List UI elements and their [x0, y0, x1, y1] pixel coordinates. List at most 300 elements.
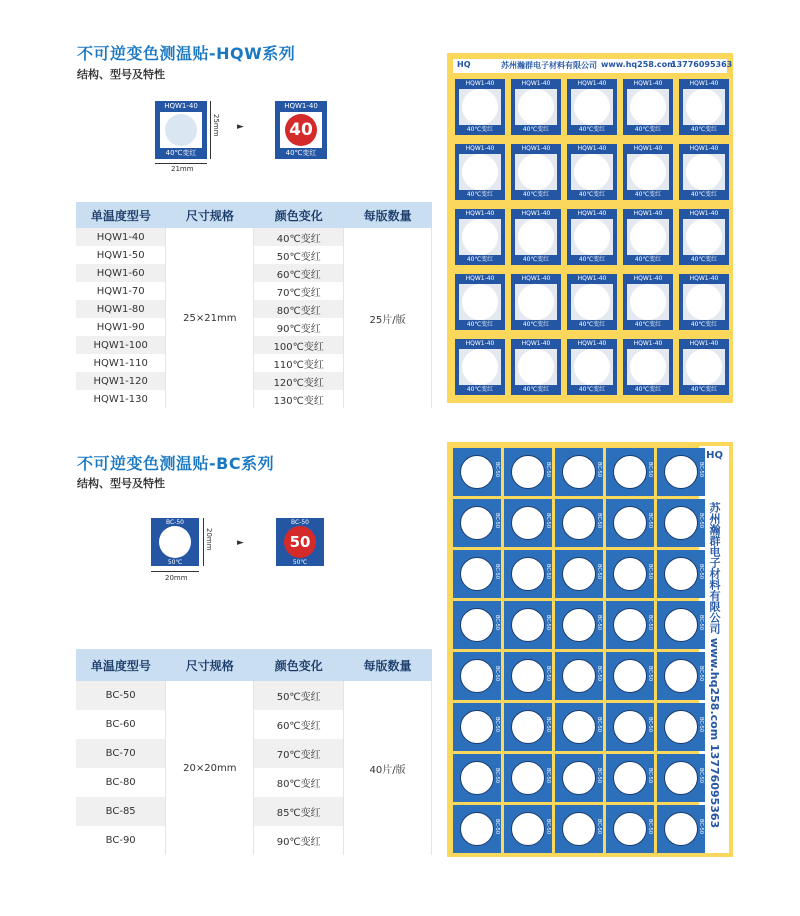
- sheet-label-side-text: BC-50: [494, 513, 500, 528]
- hqw-diagram-bottom-text: 40℃变红: [285, 149, 317, 157]
- sheet-label: [606, 652, 654, 700]
- sheet-label-top-text: HQW1-40: [689, 340, 719, 347]
- hqw-diagram-top-text: HQW1-40: [284, 102, 318, 110]
- sheet-label-bottom-text: 40℃变红: [578, 191, 606, 198]
- sheet-label-window: [683, 154, 725, 190]
- sheet-label-side-text: BC-50: [698, 513, 704, 528]
- sheet-header-bar: [453, 59, 733, 73]
- model-cell: HQW1-110: [93, 357, 148, 369]
- color-change-cell: 40℃变红: [254, 228, 344, 246]
- indicator-circle-icon: [562, 812, 596, 846]
- sheet-label-side-text: BC-50: [545, 768, 551, 783]
- indicator-circle-icon: [462, 89, 498, 125]
- column-header: 每版数量: [344, 202, 432, 228]
- sheet-label-window: [683, 284, 725, 320]
- sheet-label-window: [459, 349, 501, 385]
- indicator-circle-icon: [574, 89, 610, 125]
- indicator-circle-icon: [511, 710, 545, 744]
- sheet-label-window: [515, 89, 557, 125]
- sheet-label-bottom-text: 40℃变红: [634, 126, 662, 133]
- sheet-label-top-text: HQW1-40: [465, 210, 495, 217]
- sheet-label-bottom-text: 40℃变红: [466, 191, 494, 198]
- sheet-label: [657, 448, 705, 496]
- sheet-label-top-text: HQW1-40: [577, 340, 607, 347]
- indicator-circle-icon: [574, 284, 610, 320]
- sheet-label-bottom-text: 40℃变红: [522, 321, 550, 328]
- sheet-label-top-text: HQW1-40: [577, 145, 607, 152]
- model-cell: BC-90: [105, 835, 136, 846]
- sheet-label-top-text: HQW1-40: [577, 210, 607, 217]
- column-header: 颜色变化: [254, 649, 344, 681]
- sheet-label: [455, 339, 505, 395]
- indicator-circle-icon: [664, 761, 698, 795]
- sheet-label-top-text: HQW1-40: [689, 210, 719, 217]
- sheet-label-bottom-text: 40℃变红: [690, 321, 718, 328]
- sheet-label: [453, 499, 501, 547]
- hqw-height-dimension: 25mm: [212, 114, 220, 137]
- indicator-circle-icon: [664, 455, 698, 489]
- sheet-label-side-text: BC-50: [545, 462, 551, 477]
- indicator-circle-icon: [664, 659, 698, 693]
- sheet-label-window: [459, 284, 501, 320]
- sheet-label-side-text: BC-50: [494, 717, 500, 732]
- sheet-label-side-text: BC-50: [596, 819, 602, 834]
- indicator-circle-icon: [462, 284, 498, 320]
- model-cell: BC-70: [76, 739, 166, 768]
- indicator-circle-icon: [574, 219, 610, 255]
- sheet-label-top-text: HQW1-40: [521, 210, 551, 217]
- bc-diagram-bottom-text: 50℃: [292, 559, 308, 566]
- indicator-circle-icon: [518, 349, 554, 385]
- indicator-circle-icon: [630, 154, 666, 190]
- sheet-label-bottom-text: 40℃变红: [466, 386, 494, 393]
- model-cell: HQW1-80: [76, 300, 166, 318]
- indicator-circle-icon: [613, 710, 647, 744]
- sheet-label: [555, 448, 603, 496]
- sheet-label: [657, 652, 705, 700]
- column-header: 单温度型号: [76, 649, 166, 681]
- sheet-label-bottom-text: 40℃变红: [578, 386, 606, 393]
- indicator-circle-icon: [460, 710, 494, 744]
- sheet-label: [657, 550, 705, 598]
- sheet-label-side-text: BC-50: [647, 768, 653, 783]
- sheet-label: [453, 652, 501, 700]
- sheet-label-top-text: HQW1-40: [689, 145, 719, 152]
- sheet-label-top-text: HQW1-40: [633, 80, 663, 87]
- bc-product-sheet: [447, 442, 733, 857]
- sheet-label-top-text: HQW1-40: [689, 80, 719, 87]
- column-header: 颜色变化: [254, 202, 344, 228]
- indicator-circle-icon: [460, 812, 494, 846]
- color-change-cell: 80℃变红: [254, 300, 344, 318]
- bc-width-dimension: 20mm: [165, 574, 188, 582]
- sheet-label-side-text: BC-50: [698, 768, 704, 783]
- sheet-label-side-text: BC-50: [596, 717, 602, 732]
- website: www.hq258.com: [601, 60, 676, 69]
- sheet-label-top-text: HQW1-40: [521, 275, 551, 282]
- sheet-label: [623, 339, 673, 395]
- color-change-cell: 70℃变红: [276, 287, 321, 299]
- sheet-label: [567, 79, 617, 135]
- sheet-label-side-text: BC-50: [494, 462, 500, 477]
- sheet-label-top-text: HQW1-40: [465, 80, 495, 87]
- table-row: [76, 228, 432, 246]
- sheet-label-side-text: BC-50: [698, 564, 704, 579]
- sheet-label-side-text: BC-50: [494, 615, 500, 630]
- sheet-label-side-text: BC-50: [494, 564, 500, 579]
- sheet-label: [453, 550, 501, 598]
- sheet-label-bottom-text: 40℃变红: [634, 256, 662, 263]
- sheet-vertical-info: 苏州瀚群电子材料有限公司 www.hq258.com 13776095363: [708, 502, 721, 829]
- sheet-label-side-text: BC-50: [494, 768, 500, 783]
- sheet-label: [455, 79, 505, 135]
- bc-diagram-top-text: BC-50: [166, 519, 184, 526]
- sheet-label: [511, 209, 561, 265]
- sheet-label: [511, 274, 561, 330]
- sheet-label-top-text: HQW1-40: [633, 210, 663, 217]
- sheet-label: [606, 703, 654, 751]
- indicator-circle-icon: [562, 557, 596, 591]
- color-change-cell: 50℃变红: [254, 681, 344, 710]
- sheet-label-side-text: BC-50: [647, 717, 653, 732]
- sheet-label-bottom-text: 40℃变红: [522, 126, 550, 133]
- table-header-row: [76, 202, 432, 228]
- bc-label-before-diagram: [151, 518, 199, 566]
- sheet-label-window: [683, 349, 725, 385]
- indicator-circle-icon: [562, 506, 596, 540]
- indicator-circle-icon: [613, 608, 647, 642]
- sheet-label-window: [627, 154, 669, 190]
- width-dimension-line: [155, 163, 207, 164]
- sheet-label: [453, 805, 501, 853]
- sheet-label: [606, 448, 654, 496]
- indicator-circle-icon: [664, 506, 698, 540]
- model-cell: BC-60: [105, 719, 136, 730]
- sheet-label-side-text: BC-50: [545, 717, 551, 732]
- column-header: 尺寸规格: [166, 202, 254, 228]
- sheet-label-window: [571, 154, 613, 190]
- indicator-circle-icon: [518, 284, 554, 320]
- indicator-circle-icon: [686, 219, 722, 255]
- sheet-label-side-text: BC-50: [545, 666, 551, 681]
- arrow-right-icon: ►: [237, 538, 244, 548]
- sheet-label: [679, 339, 729, 395]
- sheet-label-side-text: BC-50: [596, 615, 602, 630]
- sheet-label-window: [515, 349, 557, 385]
- sheet-label: [504, 550, 552, 598]
- sheet-label: [657, 754, 705, 802]
- sheet-label-side-text: BC-50: [545, 513, 551, 528]
- indicator-circle-icon: [462, 154, 498, 190]
- sheet-label-side-text: BC-50: [494, 819, 500, 834]
- sheet-label: [606, 601, 654, 649]
- sheet-label-side-text: BC-50: [698, 462, 704, 477]
- indicator-circle-icon: [462, 349, 498, 385]
- sheet-label-bottom-text: 40℃变红: [634, 386, 662, 393]
- sheet-label-window: [571, 349, 613, 385]
- sheet-label: [511, 79, 561, 135]
- indicator-circle-icon: [613, 506, 647, 540]
- sheet-label: [555, 805, 603, 853]
- bc-section-title: 不可逆变色测温贴-BC系列: [77, 454, 275, 473]
- sheet-label-side-text: BC-50: [545, 819, 551, 834]
- color-change-cell: 120℃变红: [254, 372, 344, 390]
- sheet-label-bottom-text: 40℃变红: [578, 126, 606, 133]
- sheet-label: [504, 601, 552, 649]
- sheet-label-window: [515, 219, 557, 255]
- color-change-cell: 90℃变红: [276, 837, 321, 848]
- sheet-label: [453, 448, 501, 496]
- sheet-label-bottom-text: 40℃变红: [690, 191, 718, 198]
- column-header: 每版数量: [344, 649, 432, 681]
- hqw-width-dimension: 21mm: [171, 165, 194, 173]
- sheet-label-window: [515, 284, 557, 320]
- indicator-circle-icon: [664, 608, 698, 642]
- sheet-label: [555, 601, 603, 649]
- sheet-label-bottom-text: 40℃变红: [522, 256, 550, 263]
- table-header-row: [76, 649, 432, 681]
- indicator-circle-icon: [518, 89, 554, 125]
- sheet-label-top-text: HQW1-40: [689, 275, 719, 282]
- indicator-circle-icon: [511, 608, 545, 642]
- model-cell: HQW1-100: [76, 336, 166, 354]
- indicator-circle-icon: [511, 455, 545, 489]
- sheet-label: [504, 703, 552, 751]
- model-cell: HQW1-50: [96, 249, 145, 261]
- sheet-label-bottom-text: 40℃变红: [466, 321, 494, 328]
- model-cell: BC-85: [76, 797, 166, 826]
- sheet-label: [504, 499, 552, 547]
- sheet-label-top-text: HQW1-40: [633, 275, 663, 282]
- sheet-label: [511, 339, 561, 395]
- sheet-label-top-text: HQW1-40: [633, 340, 663, 347]
- sheet-label-top-text: HQW1-40: [465, 340, 495, 347]
- phone-number: 13776095363: [671, 60, 733, 69]
- quantity-cell: 25片/版: [344, 228, 432, 408]
- sheet-label: [555, 652, 603, 700]
- sheet-label: [567, 144, 617, 200]
- indicator-circle-icon: [630, 219, 666, 255]
- sheet-label-window: [515, 154, 557, 190]
- sheet-label-bottom-text: 40℃变红: [466, 126, 494, 133]
- sheet-label-top-text: HQW1-40: [465, 275, 495, 282]
- sheet-label-window: [683, 89, 725, 125]
- model-cell: BC-50: [76, 681, 166, 710]
- color-change-cell: 60℃变红: [276, 721, 321, 732]
- sheet-label: [453, 703, 501, 751]
- size-cell: 20×20mm: [166, 681, 254, 855]
- sheet-label-top-text: HQW1-40: [577, 80, 607, 87]
- model-cell: HQW1-70: [96, 285, 145, 297]
- indicator-circle-icon: [574, 154, 610, 190]
- hqw-section-subtitle: 结构、型号及特性: [77, 68, 165, 81]
- sheet-label: [606, 550, 654, 598]
- bc-label-after-diagram: [276, 518, 324, 566]
- sheet-label-window: [683, 219, 725, 255]
- size-cell: 25×21mm: [166, 228, 254, 408]
- company-name: 苏州瀚群电子材料有限公司: [501, 61, 597, 70]
- sheet-label-side-text: BC-50: [494, 666, 500, 681]
- indicator-circle-icon: [562, 659, 596, 693]
- sheet-label: [606, 754, 654, 802]
- sheet-label: [555, 703, 603, 751]
- indicator-circle-icon: [462, 219, 498, 255]
- sheet-label-top-text: HQW1-40: [633, 145, 663, 152]
- sheet-label-side-text: BC-50: [698, 717, 704, 732]
- sheet-label: [657, 499, 705, 547]
- indicator-circle-icon: [574, 349, 610, 385]
- sheet-label-top-text: HQW1-40: [521, 80, 551, 87]
- model-cell: HQW1-130: [93, 393, 148, 405]
- sheet-label-side-text: BC-50: [647, 462, 653, 477]
- sheet-label-side-text: BC-50: [647, 819, 653, 834]
- bc-diagram-top-text: BC-50: [291, 519, 309, 526]
- sheet-label: [455, 144, 505, 200]
- indicator-circle-icon: [630, 349, 666, 385]
- sheet-label-side-text: BC-50: [698, 615, 704, 630]
- sheet-label: [504, 805, 552, 853]
- hqw-diagram-top-text: HQW1-40: [164, 102, 198, 110]
- sheet-label: [623, 144, 673, 200]
- sheet-label: [606, 499, 654, 547]
- sheet-label: [504, 754, 552, 802]
- sheet-label-bottom-text: 40℃变红: [522, 191, 550, 198]
- sheet-label-window: [627, 349, 669, 385]
- height-dimension-line: [210, 101, 211, 159]
- indicator-circle-icon: [686, 349, 722, 385]
- sheet-label: [555, 754, 603, 802]
- indicator-circle-icon: [613, 812, 647, 846]
- red-indicator-circle: 40: [285, 114, 317, 146]
- model-cell: BC-80: [105, 777, 136, 788]
- sheet-label: [657, 805, 705, 853]
- sheet-label: [455, 274, 505, 330]
- sheet-label-bottom-text: 40℃变红: [634, 321, 662, 328]
- indicator-circle-icon: [165, 114, 197, 146]
- sheet-label: [567, 274, 617, 330]
- red-indicator-circle: 50: [284, 526, 316, 558]
- indicator-circle-icon: [562, 608, 596, 642]
- sheet-label-side-text: BC-50: [698, 819, 704, 834]
- sheet-label-side-text: BC-50: [596, 462, 602, 477]
- sheet-label-window: [571, 284, 613, 320]
- bc-diagram-bottom-text: 50℃: [167, 559, 183, 566]
- sheet-label-side-text: BC-50: [545, 564, 551, 579]
- indicator-circle-icon: [613, 455, 647, 489]
- quantity-cell: 40片/版: [344, 681, 432, 855]
- sheet-label-bottom-text: 40℃变红: [690, 386, 718, 393]
- sheet-label: [567, 209, 617, 265]
- arrow-right-icon: ►: [237, 122, 244, 132]
- indicator-circle-icon: [511, 761, 545, 795]
- sheet-label-window: [459, 89, 501, 125]
- sheet-label: [679, 144, 729, 200]
- indicator-circle-icon: [460, 557, 494, 591]
- hqw-section-title: 不可逆变色测温贴-HQW系列: [77, 44, 296, 63]
- color-change-cell: 85℃变红: [254, 797, 344, 826]
- height-dimension-line: [203, 518, 204, 566]
- indicator-circle-icon: [511, 506, 545, 540]
- sheet-label-side-text: BC-50: [596, 513, 602, 528]
- color-change-cell: 90℃变红: [276, 323, 321, 335]
- sheet-label-window: [571, 89, 613, 125]
- sheet-label-side-text: BC-50: [647, 564, 653, 579]
- model-cell: HQW1-90: [96, 321, 145, 333]
- indicator-circle-icon: [562, 455, 596, 489]
- bc-height-dimension: 20mm: [205, 528, 213, 551]
- sheet-label-side-text: BC-50: [596, 768, 602, 783]
- indicator-circle-icon: [562, 761, 596, 795]
- hqw-spec-table: [76, 202, 432, 408]
- sheet-label: [623, 274, 673, 330]
- sheet-label-side-text: BC-50: [647, 666, 653, 681]
- sheet-label-side-text: BC-50: [647, 615, 653, 630]
- indicator-circle-icon: [460, 506, 494, 540]
- indicator-circle-icon: [518, 219, 554, 255]
- indicator-circle-icon: [159, 526, 191, 558]
- indicator-circle-icon: [686, 284, 722, 320]
- indicator-circle-icon: [460, 761, 494, 795]
- model-cell: HQW1-60: [76, 264, 166, 282]
- indicator-circle-icon: [664, 812, 698, 846]
- indicator-circle-icon: [630, 284, 666, 320]
- column-header: 尺寸规格: [166, 649, 254, 681]
- sheet-label: [555, 550, 603, 598]
- sheet-label: [567, 339, 617, 395]
- indicator-circle-icon: [686, 89, 722, 125]
- model-cell: HQW1-40: [76, 228, 166, 246]
- sheet-label: [504, 448, 552, 496]
- sheet-label-window: [459, 219, 501, 255]
- sheet-label-window: [627, 89, 669, 125]
- indicator-circle-icon: [460, 608, 494, 642]
- sheet-label-top-text: HQW1-40: [521, 145, 551, 152]
- column-header: 单温度型号: [76, 202, 166, 228]
- color-change-cell: 130℃变红: [273, 395, 324, 407]
- indicator-circle-icon: [630, 89, 666, 125]
- indicator-circle-icon: [511, 812, 545, 846]
- sheet-label-side-text: BC-50: [647, 513, 653, 528]
- indicator-circle-icon: [460, 659, 494, 693]
- color-change-cell: 100℃变红: [254, 336, 344, 354]
- width-dimension-line: [151, 571, 199, 572]
- sheet-label: [555, 499, 603, 547]
- sheet-label: [453, 754, 501, 802]
- indicator-circle-icon: [664, 710, 698, 744]
- sheet-label: [623, 209, 673, 265]
- bc-spec-table: [76, 649, 432, 855]
- sheet-label: [606, 805, 654, 853]
- hqw-label-before-diagram: [155, 101, 207, 159]
- color-change-cell: 110℃变红: [273, 359, 324, 371]
- sheet-label: [679, 274, 729, 330]
- sheet-label: [623, 79, 673, 135]
- color-change-cell: 80℃变红: [276, 779, 321, 790]
- sheet-label-bottom-text: 40℃变红: [466, 256, 494, 263]
- hqw-diagram-window: [280, 112, 322, 148]
- sheet-label-side-text: BC-50: [596, 666, 602, 681]
- indicator-circle-icon: [613, 557, 647, 591]
- sheet-label-bottom-text: 40℃变红: [522, 386, 550, 393]
- sheet-label-side-text: BC-50: [596, 564, 602, 579]
- sheet-label-window: [459, 154, 501, 190]
- sheet-label-top-text: HQW1-40: [577, 275, 607, 282]
- indicator-circle-icon: [518, 154, 554, 190]
- hqw-diagram-bottom-text: 40℃变红: [165, 149, 197, 157]
- indicator-circle-icon: [511, 659, 545, 693]
- sheet-label: [679, 79, 729, 135]
- sheet-label-bottom-text: 40℃变红: [578, 256, 606, 263]
